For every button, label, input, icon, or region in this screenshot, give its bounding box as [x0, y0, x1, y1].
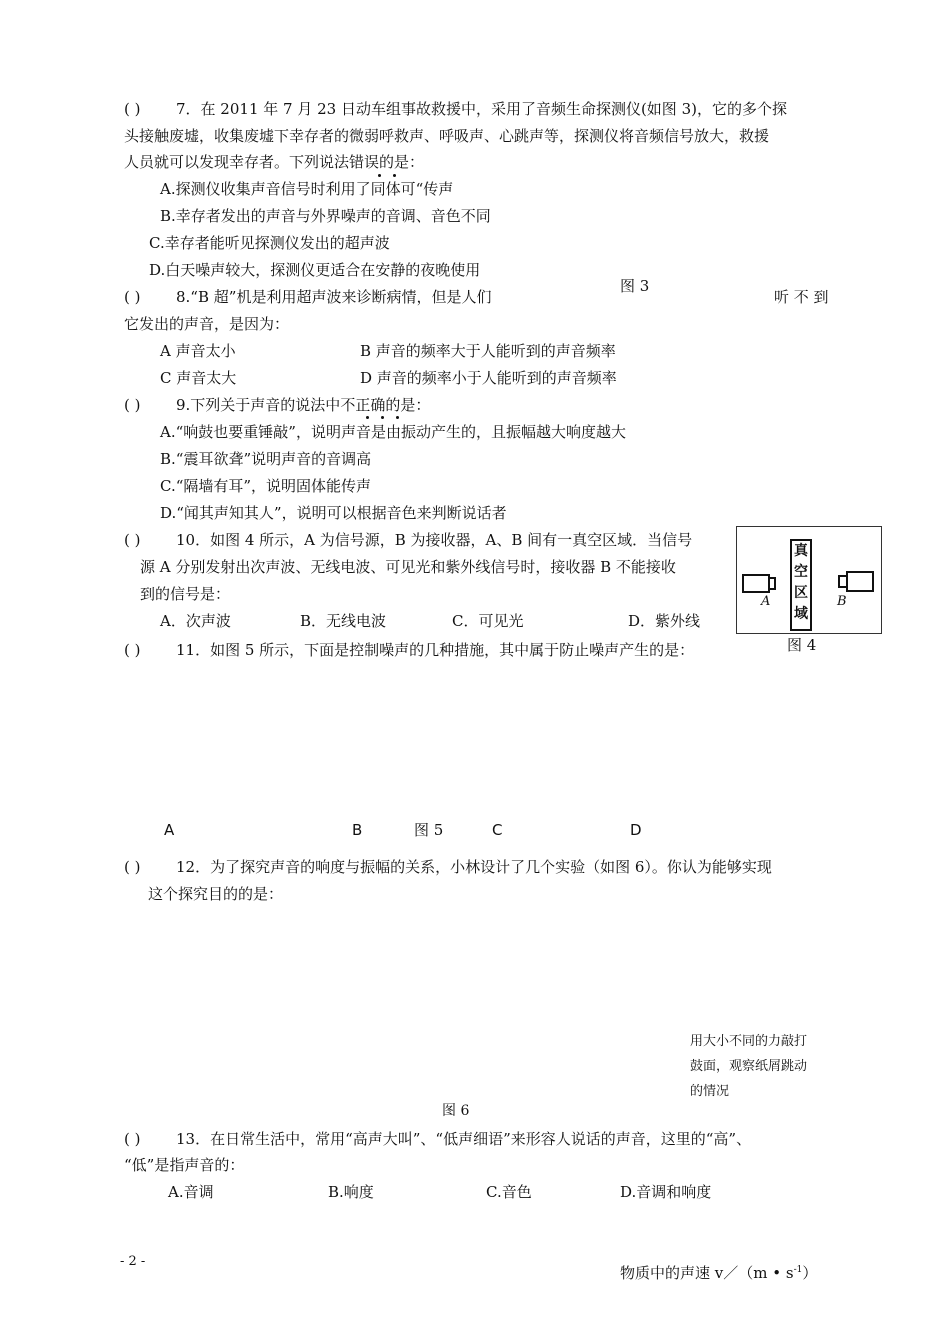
q9-option-b: B.“震耳欲聋”说明声音的音调高	[160, 450, 372, 468]
footer-sound-speed-text: 物质中的声速 v／（m • s	[620, 1264, 794, 1282]
q9-option-c: C.“隔墙有耳”，说明固体能传声	[160, 477, 372, 495]
signal-source-a	[743, 575, 769, 592]
figure-4-label-b: B	[837, 594, 847, 609]
q7-stem-line1: 7．在 2011 年 7 月 23 日动车组事故救援中，采用了音频生命探测仪(如图 3)，它的多个探	[176, 100, 787, 118]
q8-stem-line1-tail: 听 不 到	[774, 288, 829, 306]
q9-option-a: A.“响鼓也要重锤敲”，说明声音是由振动产生的，且振幅越大响度越大	[160, 423, 626, 441]
q10-stem-line2: 源 A 分别发射出次声波、无线电波、可见光和紫外线信号时，接收器 B 不能接收	[140, 558, 676, 576]
q9-stem-line1: 9.下列关于声音的说法中不正确的是：	[176, 396, 431, 414]
q10-stem-line3: 到的信号是：	[140, 585, 231, 603]
q10-option-b: B．无线电波	[300, 612, 387, 630]
receiver-b-nozzle	[839, 576, 847, 587]
figure-6-note-line1: 用大小不同的力敲打	[690, 1034, 808, 1049]
q11-answer-paren[interactable]: ( )	[124, 641, 141, 659]
q11-label-a: A	[164, 821, 175, 839]
q13-stem-line1: 13．在日常生活中，常用“高声大叫”、“低声细语”来形容人说话的声音，这里的“高”、	[176, 1130, 752, 1148]
figure-5-caption: 图 5	[414, 821, 444, 839]
figure-4-caption: 图 4	[787, 636, 817, 654]
q10-option-d: D．紫外线	[628, 612, 701, 630]
q12-stem-line2: 这个探究目的的是：	[148, 885, 284, 903]
q7-option-b: B.幸存者发出的声音与外界噪声的音调、音色不同	[160, 207, 491, 225]
vacuum-char: 真	[794, 543, 808, 559]
q10-answer-paren[interactable]: ( )	[124, 531, 141, 549]
q11-label-c: C	[492, 821, 503, 839]
q11-label-b: B	[352, 821, 363, 839]
vacuum-region	[790, 539, 812, 631]
q11-stem-line1: 11．如图 5 所示，下面是控制噪声的几种措施，其中属于防止噪声产生的是：	[176, 641, 695, 659]
figure-6-caption: 图 6	[442, 1103, 470, 1119]
q13-option-d: D.音调和响度	[620, 1183, 712, 1201]
q10-option-c: C．可见光	[452, 612, 524, 630]
q13-option-a: A.音调	[168, 1183, 214, 1201]
figure-6-note-line3: 的情况	[690, 1084, 730, 1099]
q8-option-d: D 声音的频率小于人能听到的声音频率	[360, 369, 617, 387]
footer-sound-speed-sup: -1	[793, 1265, 803, 1275]
footer-sound-speed-close: ）	[802, 1264, 818, 1282]
q12-stem-line1: 12．为了探究声音的响度与振幅的关系，小林设计了几个实验（如图 6）。你认为能够实现	[176, 858, 772, 876]
figure-6-note-line2: 鼓面，观察纸屑跳动	[690, 1059, 808, 1074]
q9-answer-paren[interactable]: ( )	[124, 396, 141, 414]
vacuum-char: 域	[794, 606, 808, 622]
emphasis-dot	[393, 174, 396, 177]
figure-3-caption: 图 3	[620, 277, 650, 295]
q7-option-d: D.白天噪声较大，探测仪更适合在安静的夜晚使用	[149, 261, 481, 279]
emphasis-dot	[378, 174, 381, 177]
vacuum-char: 空	[794, 564, 808, 580]
q8-option-c: C 声音太大	[160, 369, 237, 387]
q7-stem-line2: 头接触废墟，收集废墟下幸存者的微弱呼救声、呼吸声、心跳声等，探测仪将音频信号放大，救援	[124, 127, 770, 145]
q8-stem-line1: 8.“B 超”机是利用超声波来诊断病情，但是人们	[176, 288, 492, 306]
q10-option-a: A．次声波	[160, 612, 231, 630]
receiver-b	[847, 572, 873, 591]
footer-sound-speed-header	[620, 1260, 817, 1283]
q12-answer-paren[interactable]: ( )	[124, 858, 141, 876]
q13-stem-line2: “低”是指声音的：	[124, 1156, 245, 1174]
q7-option-a: A.探测仪收集声音信号时利用了同体可“传声	[160, 180, 454, 198]
page-number: - 2 -	[120, 1254, 146, 1269]
signal-source-a-nozzle	[769, 578, 775, 589]
emphasis-dot	[366, 416, 369, 419]
figure-4-vacuum-diagram	[736, 526, 882, 634]
q8-option-b: B 声音的频率大于人能听到的声音频率	[360, 342, 616, 360]
q13-option-c: C.音色	[486, 1183, 532, 1201]
vacuum-char: 区	[794, 585, 808, 601]
q9-option-d: D.“闻其声知其人”，说明可以根据音色来判断说话者	[160, 504, 507, 522]
q7-option-c: C.幸存者能听见探测仪发出的超声波	[149, 234, 390, 252]
q13-answer-paren[interactable]: ( )	[124, 1130, 141, 1148]
q8-option-a: A 声音太小	[160, 342, 236, 360]
emphasis-dot	[381, 416, 384, 419]
q7-stem-line3: 人员就可以发现幸存者。下列说法错误的是：	[124, 153, 425, 171]
q8-answer-paren[interactable]: ( )	[124, 288, 141, 306]
q13-option-b: B.响度	[328, 1183, 374, 1201]
q7-answer-paren[interactable]: ( )	[124, 100, 141, 118]
emphasis-dot	[396, 416, 399, 419]
q8-stem-line2: 它发出的声音，是因为：	[124, 315, 290, 333]
figure-4-label-a: A	[761, 594, 771, 609]
q11-label-d: D	[630, 821, 642, 839]
q10-stem-line1: 10．如图 4 所示，A 为信号源，B 为接收器，A、B 间有一真空区域．当信号	[176, 531, 693, 549]
